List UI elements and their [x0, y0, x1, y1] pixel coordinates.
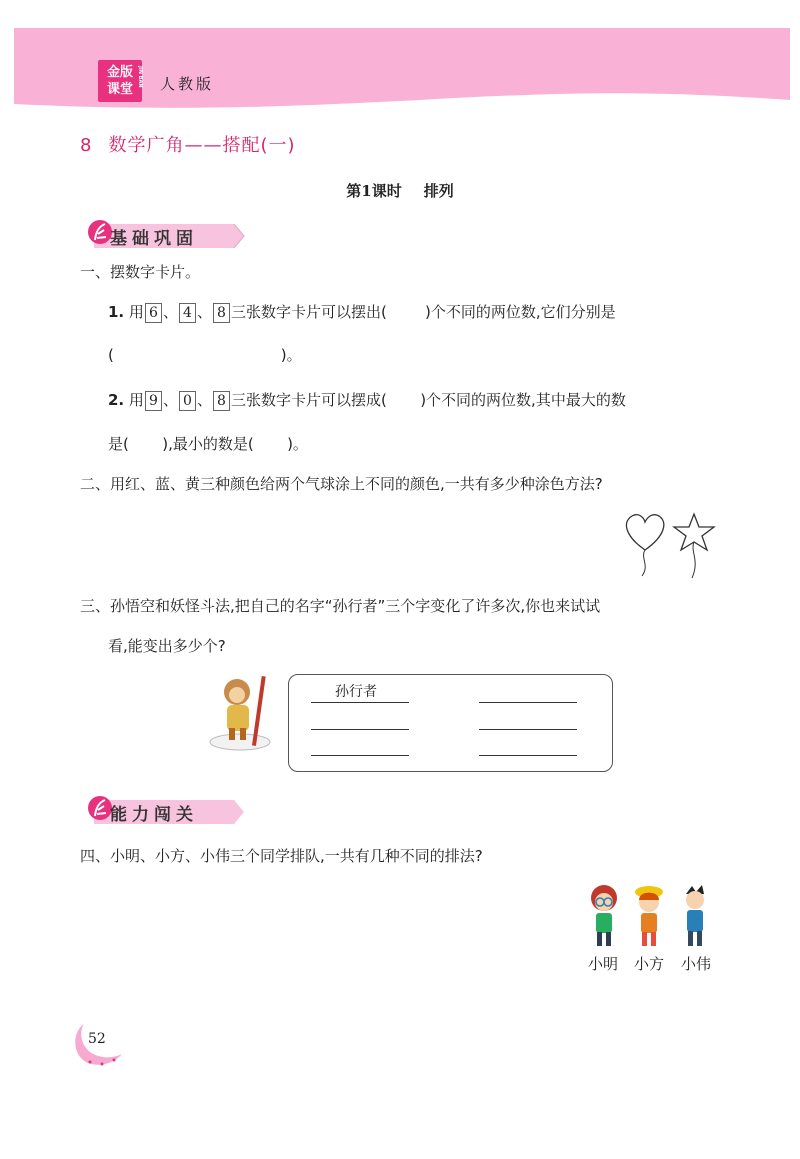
logo-sub: JIN BAN — [137, 66, 143, 88]
lesson-title — [0, 180, 800, 201]
name-xiaoming: 小明 — [588, 955, 619, 973]
q1-heading: 一、摆数字卡片。 — [80, 263, 201, 281]
logo-line2: 课堂 — [106, 82, 133, 97]
q1-sub2-pre: 用 — [128, 391, 144, 409]
child-xiaoming — [591, 885, 617, 946]
separator: 、 — [196, 391, 212, 409]
answer-line[interactable] — [479, 729, 577, 730]
chapter-number: 8 — [80, 135, 93, 156]
logo — [98, 60, 142, 102]
q1-sub1-answer-line: ( )。 — [108, 346, 302, 364]
logo-line1: 金版 — [106, 65, 133, 80]
monkey-king-icon — [205, 670, 275, 755]
q2-heading: 二、用红、蓝、黄三种颜色给两个气球涂上不同的颜色,一共有多少种涂色方法? — [80, 475, 603, 493]
name-xiaofang: 小方 — [634, 955, 665, 973]
answer-line[interactable] — [311, 702, 409, 703]
answer-line[interactable] — [311, 729, 409, 730]
section-banner-basic — [86, 221, 256, 251]
page-number: 52 — [88, 1031, 106, 1047]
star-balloon-icon — [672, 512, 718, 580]
separator: 、 — [162, 391, 178, 409]
lesson-topic: 排列 — [423, 182, 454, 200]
q1-sub1 — [108, 302, 616, 323]
child-xiaowei — [686, 885, 704, 946]
answer-line[interactable] — [479, 702, 577, 703]
section-banner-ability — [86, 797, 256, 827]
number-card: 0 — [179, 391, 196, 411]
example-answer: 孙行者 — [335, 684, 377, 700]
number-card: 6 — [145, 303, 162, 323]
answer-box — [288, 674, 613, 772]
chapter-title — [80, 131, 296, 157]
name-xiaowei: 小伟 — [681, 955, 712, 973]
q4-heading: 四、小明、小方、小伟三个同学排队,一共有几种不同的排法? — [80, 847, 483, 865]
number-card: 8 — [213, 391, 230, 411]
q1-sub1-post: 三张数字卡片可以摆出( )个不同的两位数,它们分别是 — [230, 303, 616, 321]
q1-sub2 — [108, 390, 626, 411]
chapter-title-text: 数学广角——搭配(一) — [108, 135, 296, 156]
number-card: 4 — [179, 303, 196, 323]
separator: 、 — [196, 303, 212, 321]
lesson-number: 第1课时 — [346, 182, 402, 200]
answer-line[interactable] — [479, 755, 577, 756]
section-title-ability: 能力闯关 — [110, 805, 198, 825]
children-illustration — [584, 880, 719, 950]
child-xiaofang — [635, 886, 663, 946]
q3-line2: 看,能变出多少个? — [108, 637, 226, 655]
q1-sub1-number: 1. — [108, 303, 125, 321]
section-title-basic: 基础巩固 — [110, 229, 198, 249]
q1-sub2-number: 2. — [108, 391, 125, 409]
number-card: 9 — [145, 391, 162, 411]
number-card: 8 — [213, 303, 230, 323]
q1-sub2-answer-line: 是( ),最小的数是( )。 — [108, 435, 308, 453]
heart-balloon-icon — [620, 510, 670, 580]
answer-line[interactable] — [311, 755, 409, 756]
q3-line1: 三、孙悟空和妖怪斗法,把自己的名字“孙行者”三个字变化了许多次,你也来试试 — [80, 597, 601, 615]
q1-sub2-post: 三张数字卡片可以摆成( )个不同的两位数,其中最大的数 — [230, 391, 626, 409]
edition-label: 人教版 — [160, 75, 215, 93]
separator: 、 — [162, 303, 178, 321]
q1-sub1-pre: 用 — [128, 303, 144, 321]
